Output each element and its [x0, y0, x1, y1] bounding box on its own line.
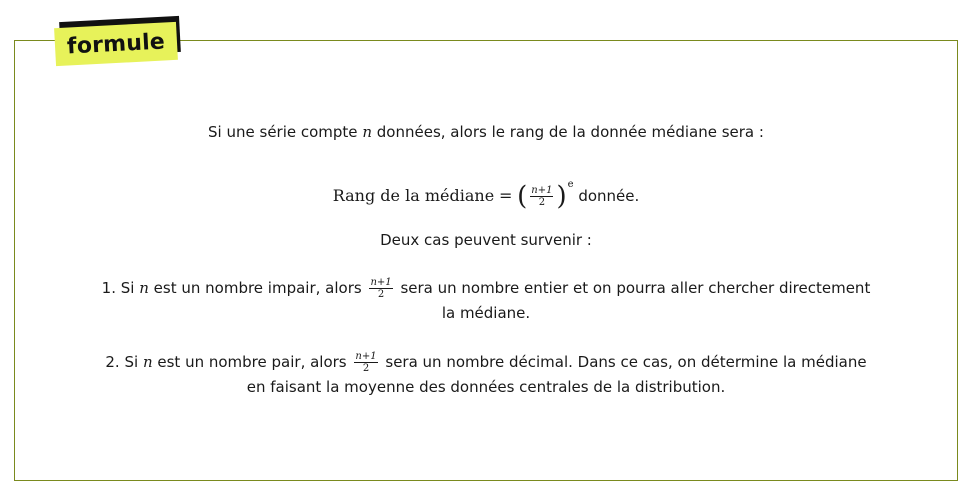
case-2-line-2: en faisant la moyenne des données centrales de la distribution. — [246, 378, 726, 396]
intro-after: données, alors le rang de la donnée médiane sera : — [376, 123, 764, 141]
formula-lhs: Rang de la médiane — [332, 186, 495, 205]
badge-label: formule — [66, 28, 166, 60]
case-1-fraction-numerator: n+1 — [370, 277, 392, 288]
formula-open-paren: ( — [517, 181, 528, 212]
case-1-var-n: n — [139, 279, 149, 297]
formula-fraction — [530, 185, 553, 208]
case-2-line-1 — [14, 350, 958, 375]
case-1-fraction — [369, 277, 392, 300]
case-2-fraction-numerator: n+1 — [355, 351, 377, 362]
case-1-prefix: 1. Si — [101, 279, 135, 297]
case-1-line-1 — [14, 276, 958, 301]
case-2-var-n: n — [142, 353, 153, 371]
median-rank-formula — [14, 166, 958, 216]
case-2-middle: est un nombre pair, alors — [157, 353, 347, 371]
intro-before: Si une série compte — [208, 123, 358, 141]
formula-fraction-denominator: 2 — [538, 197, 546, 208]
badge-face — [54, 22, 178, 66]
case-1 — [14, 276, 958, 326]
case-1-line-1-end: sera un nombre entier et on pourra aller chercher directement — [400, 279, 871, 297]
intro-var-n: n — [362, 123, 372, 141]
case-2 — [14, 350, 958, 400]
formula-equals: = — [498, 186, 513, 205]
formula-close-paren: ) — [556, 181, 567, 212]
formula-box — [14, 40, 958, 481]
formula-suffix: donnée. — [578, 187, 640, 205]
case-2-fraction-denominator: 2 — [362, 363, 370, 374]
case-1-line-2: la médiane. — [441, 304, 531, 322]
formula-fraction-numerator: n+1 — [531, 185, 553, 196]
formula-superscript: e — [567, 179, 574, 190]
case-1-middle: est un nombre impair, alors — [153, 279, 362, 297]
case-2-line-1-end: sera un nombre décimal. Dans ce cas, on détermine la médiane — [385, 353, 867, 371]
cases-title: Deux cas peuvent survenir : — [380, 231, 592, 249]
case-1-fraction-denominator: 2 — [377, 289, 385, 300]
case-2-fraction — [354, 351, 377, 374]
formula-badge — [52, 19, 180, 61]
case-2-prefix: 2. Si — [105, 353, 139, 371]
intro-line — [14, 120, 958, 145]
